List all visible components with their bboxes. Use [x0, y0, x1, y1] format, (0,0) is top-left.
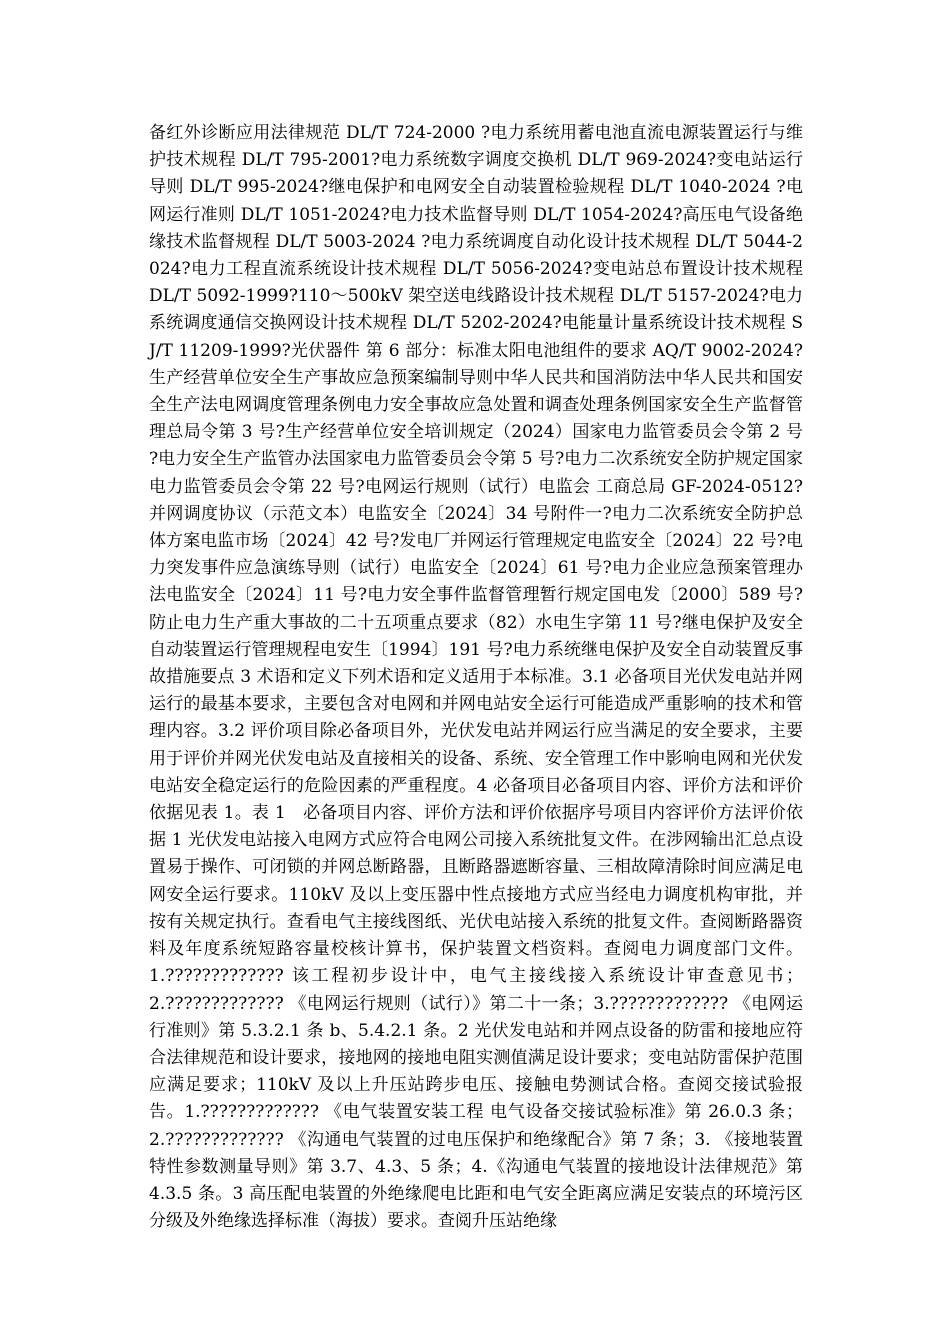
body-text: 备红外诊断应用法律规范 DL/T 724-2000 ?电力系统用蓄电池直流电源装置运行与维护技术规程 DL/T 795-2001?电力系统数字调度交换机 DL/T 969-2024?变电站运行导则 DL/T 995-2024?继电保护和电网安全自动装置检验规程 DL/T 1040-2024 ?电网运行准则 DL/T 1051-2024?电力技术监督导则 DL/T 1054-2024?高压电气设备绝缘技术监督规程 DL/T 5003-2024 ?电力系统调度自动化设计技术规程 DL/T 5044-2024?电力工程直流系统设计技术规程 DL/T 5056-2024?变电站总布置设计技术规程 DL/T 5092-1999?110～500kV 架空送电线路设计技术规程 DL/T 5157-2024?电力系统调度通信交换网设计技术规程 DL/T 5202-2024?电能量计量系统设计技术规程 SJ/T 11209-1999?光伏器件 第 6 部分：标准太阳电池组件的要求 AQ/T 9002-2024?生产经营单位安全生产事故应急预案编制导则中华人民共和国消防法中华人民共和国安全生产法电网调度管理条例电力安全事故应急处置和调查处理条例国家安全生产监督管理总局令第 3 号?生产经营单位安全培训规定（2024）国家电力监管委员会令第 2 号 ?电力安全生产监管办法国家电力监管委员会令第 5 号?电力二次系统安全防护规定国家电力监管委员会令第 22 号?电网运行规则（试行）电监会 工商总局 GF-2024-0512?并网调度协议（示范文本）电监安全〔2024〕34 号附件一?电力二次系统安全防护总体方案电监市场〔2024〕42 号?发电厂并网运行管理规定电监安全〔2024〕22 号?电力突发事件应急演练导则（试行）电监安全〔2024〕61 号?电力企业应急预案管理办法电监安全〔2024〕11 号?电力安全事件监督管理暂行规定国电发〔2000〕589 号?防止电力生产重大事故的二十五项重点要求（82）水电生字第 11 号?继电保护及安全自动装置运行管理规程电安生〔1994〕191 号?电力系统继电保护及安全自动装置反事故措施要点 3 术语和定义下列术语和定义适用于本标准。3.1 必备项目光伏发电站并网运行的最基本要求，主要包含对电网和并网电站安全运行可能造成严重影响的技术和管理内容。3.2 评价项目除必备项目外，光伏发电站并网运行应当满足的安全要求，主要用于评价并网光伏发电站及直接相关的设备、系统、安全管理工作中影响电网和光伏发电站安全稳定运行的危险因素的严重程度。4 必备项目必备项目内容、评价方法和评价依据见表 1。表 1 必备项目内容、评价方法和评价依据序号项目内容评价方法评价依据 1 光伏发电站接入电网方式应符合电网公司接入系统批复文件。在涉网输出汇总点设置易于操作、可闭锁的并网总断路器，且断路器遮断容量、三相故障清除时间应满足电网安全运行要求。110kV 及以上变压器中性点接地方式应当经电力调度机构审批，并按有关规定执行。查看电气主接线图纸、光伏电站接入系统的批复文件。查阅断路器资料及年度系统短路容量校核计算书，保护装置文档资料。查阅电力调度部门文件。1.????????????? 该工程初步设计中，电气主接线接入系统设计审查意见书；2.????????????? 《电网运行规则（试行）》第二十一条；3.????????????? 《电网运行准则》第 5.3.2.1 条 b、5.4.2.1 条。2 光伏发电站和并网点设备的防雷和接地应符合法律规范和设计要求，接地网的接地电阻实测值满足设计要求；变电站防雷保护范围应满足要求；110kV 及以上升压站跨步电压、接触电势测试合格。查阅交接试验报告。1.????????????? 《电气装置安装工程 电气设备交接试验标准》第 26.0.3 条；2.????????????? 《沟通电气装置的过电压保护和绝缘配合》第 7 条；3. 《接地装置特性参数测量导则》第 3.7、4.3、5 条；4.《沟通电气装置的接地设计法律规范》第 4.3.5 条。3 高压配电装置的外绝缘爬电比距和电气安全距离应满足安装点的环境污区分级及外绝缘选择标准（海拔）要求。查阅升压站绝缘 — [149, 123, 803, 1232]
